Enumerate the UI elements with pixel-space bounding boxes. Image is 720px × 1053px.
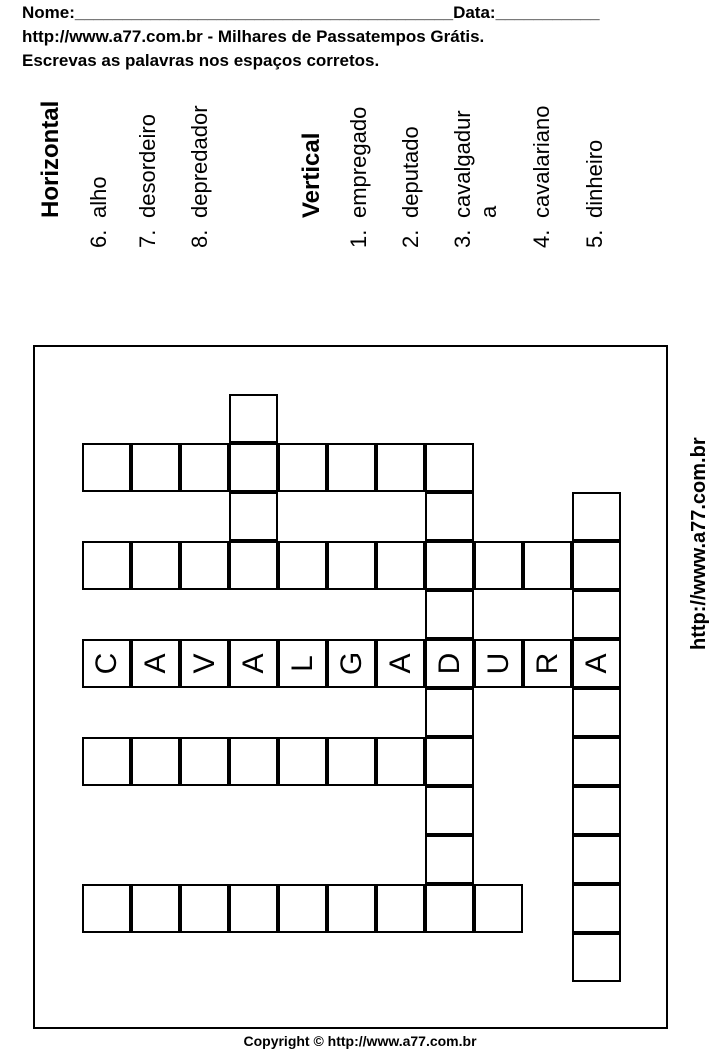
crossword-cell[interactable]: [229, 639, 278, 688]
instructions: Escrevas as palavras nos espaços corretos.: [22, 51, 380, 70]
crossword-cell[interactable]: [376, 443, 425, 492]
crossword-cell[interactable]: [327, 884, 376, 933]
crossword-cell[interactable]: [229, 541, 278, 590]
crossword-cell[interactable]: [376, 884, 425, 933]
footer-copyright: Copyright © http://www.a77.com.br: [243, 1033, 477, 1049]
vertical-item: 2.deputado: [398, 126, 423, 248]
crossword-cell[interactable]: [278, 443, 327, 492]
vertical-item: 1.empregado: [346, 106, 371, 248]
crossword-cell[interactable]: [131, 443, 180, 492]
crossword-cell[interactable]: [425, 639, 474, 688]
cell-letter: A: [236, 653, 270, 674]
horizontal-item: 8.depredador: [187, 105, 212, 248]
crossword-cell[interactable]: [376, 541, 425, 590]
cell-letter: L: [285, 655, 319, 672]
crossword-cell[interactable]: [180, 737, 229, 786]
vertical-title: Vertical: [298, 132, 325, 218]
crossword-cell[interactable]: [131, 541, 180, 590]
crossword-cell[interactable]: [131, 639, 180, 688]
crossword-cell[interactable]: [229, 737, 278, 786]
crossword-cell[interactable]: [572, 933, 621, 982]
crossword-cell[interactable]: [327, 443, 376, 492]
cell-letter: D: [432, 652, 466, 675]
cell-letter: C: [89, 652, 123, 675]
cell-letter: A: [138, 653, 172, 674]
crossword-cell[interactable]: [425, 443, 474, 492]
crossword-cell[interactable]: [425, 688, 474, 737]
crossword-cell[interactable]: [327, 541, 376, 590]
cell-letter: V: [187, 653, 221, 674]
vertical-item: 3.cavalgadur: [450, 110, 475, 248]
crossword-cell[interactable]: [278, 541, 327, 590]
cell-letter: G: [334, 651, 368, 676]
crossword-cell[interactable]: [474, 639, 523, 688]
crossword-cell[interactable]: [425, 541, 474, 590]
cell-letter: A: [383, 653, 417, 674]
vertical-item: 4.cavalariano: [529, 105, 554, 248]
crossword-cell[interactable]: [131, 737, 180, 786]
horizontal-title: Horizontal: [37, 100, 64, 218]
crossword-cell[interactable]: [229, 492, 278, 541]
crossword-cell[interactable]: [229, 394, 278, 443]
crossword-cell[interactable]: [474, 884, 523, 933]
crossword-cell[interactable]: [180, 639, 229, 688]
crossword-cell[interactable]: [82, 884, 131, 933]
crossword-cell[interactable]: [82, 541, 131, 590]
crossword-cell[interactable]: [425, 884, 474, 933]
crossword-cell[interactable]: [572, 786, 621, 835]
cell-letter: A: [579, 653, 613, 674]
crossword-cell[interactable]: [180, 541, 229, 590]
crossword-cell[interactable]: [425, 492, 474, 541]
crossword-cell[interactable]: [180, 884, 229, 933]
crossword-cell[interactable]: [572, 590, 621, 639]
side-url: http://www.a77.com.br: [688, 437, 710, 650]
crossword-cell[interactable]: [572, 884, 621, 933]
crossword-cell[interactable]: [278, 884, 327, 933]
crossword-cell[interactable]: [82, 737, 131, 786]
crossword-cell[interactable]: [327, 639, 376, 688]
crossword-cell[interactable]: [523, 541, 572, 590]
crossword-cell[interactable]: [229, 884, 278, 933]
crossword-cell[interactable]: [572, 688, 621, 737]
crossword-cell[interactable]: [425, 590, 474, 639]
crossword-cell[interactable]: [572, 835, 621, 884]
cell-letter: R: [530, 652, 564, 675]
crossword-cell[interactable]: [376, 737, 425, 786]
site-line: http://www.a77.com.br - Milhares de Passatempos Grátis.: [22, 27, 485, 46]
crossword-cell[interactable]: [572, 737, 621, 786]
crossword-cell[interactable]: [425, 786, 474, 835]
cell-letter: U: [481, 652, 515, 675]
vertical-item: 5.dinheiro: [582, 139, 607, 248]
crossword-cell[interactable]: [229, 443, 278, 492]
crossword-cell[interactable]: [278, 737, 327, 786]
crossword-cell[interactable]: [131, 884, 180, 933]
crossword-cell[interactable]: [278, 639, 327, 688]
crossword-cell[interactable]: [425, 835, 474, 884]
crossword-cell[interactable]: [474, 541, 523, 590]
horizontal-item: 6.alho: [86, 176, 111, 248]
crossword-cell[interactable]: [180, 443, 229, 492]
crossword-cell[interactable]: [572, 639, 621, 688]
crossword-cell[interactable]: [572, 492, 621, 541]
crossword-cell[interactable]: [82, 443, 131, 492]
crossword-cell[interactable]: [572, 541, 621, 590]
crossword-cell[interactable]: [425, 737, 474, 786]
crossword-cell[interactable]: [376, 639, 425, 688]
name-date-line: Nome:________________________________________Data:___________: [22, 3, 600, 22]
vertical-item-continuation: a: [476, 205, 501, 218]
crossword-cell[interactable]: [327, 737, 376, 786]
horizontal-item: 7.desordeiro: [135, 114, 160, 248]
crossword-cell[interactable]: [523, 639, 572, 688]
crossword-cell[interactable]: [82, 639, 131, 688]
